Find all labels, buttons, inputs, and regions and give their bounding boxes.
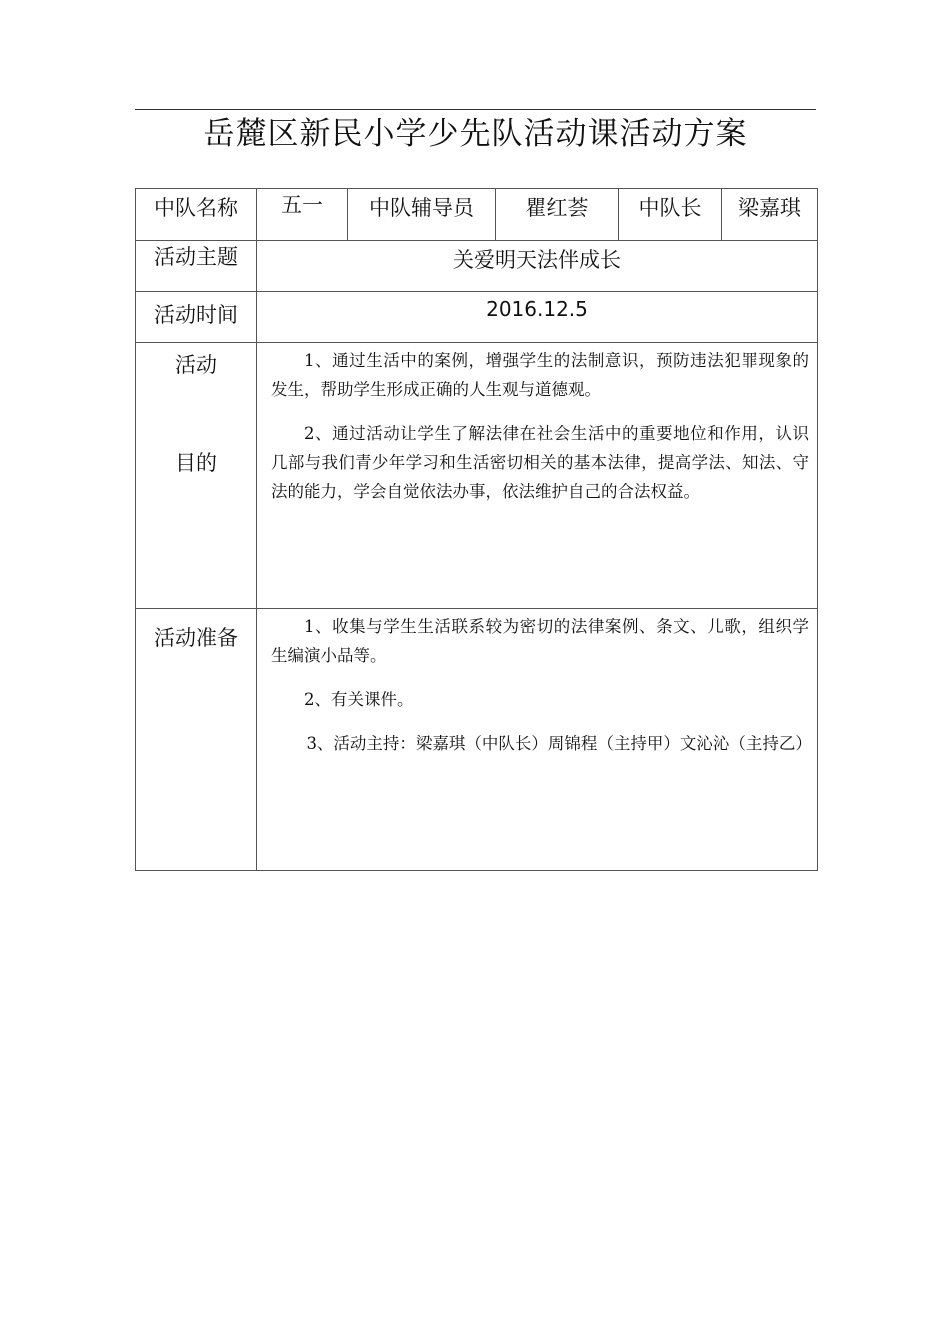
- label-time: 活动时间: [136, 292, 257, 343]
- document-title: 岳麓区新民小学少先队活动课活动方案: [203, 116, 748, 152]
- label-purpose-line2: 目的: [175, 451, 217, 475]
- label-purpose: [136, 343, 257, 609]
- label-purpose-line1: 活动: [175, 353, 217, 377]
- label-squad-leader: 中队长: [619, 189, 722, 241]
- row-preparation: [136, 609, 818, 871]
- value-theme: 关爱明天法伴成长: [257, 241, 818, 292]
- preparation-paragraph-2: 2、有关课件。: [304, 690, 414, 709]
- value-squad-leader: 梁嘉琪: [722, 189, 818, 241]
- preparation-paragraph-1: 1、收集与学生生活联系较为密切的法律案例、条文、儿歌，组织学生编演小品等。: [271, 617, 809, 665]
- label-squad-name: 中队名称: [136, 189, 257, 241]
- label-counselor: 中队辅导员: [348, 189, 496, 241]
- top-rule: [135, 109, 816, 110]
- value-preparation: [257, 609, 818, 871]
- purpose-paragraph-2: 2、通过活动让学生了解法律在社会生活中的重要地位和作用，认识几部与我们青少年学习和生活密切相关的基本法律，提高学法、知法、守法的能力，学会自觉依法办事，依法维护自己的合法权益。: [271, 424, 809, 501]
- row-theme: [136, 241, 818, 292]
- label-preparation: 活动准备: [136, 609, 257, 871]
- row-purpose: [136, 343, 818, 609]
- purpose-paragraph-1: 1、通过生活中的案例，增强学生的法制意识，预防违法犯罪现象的发生，帮助学生形成正确的人生观与道德观。: [271, 351, 809, 399]
- row-time: [136, 292, 818, 343]
- row-squad-info: [136, 189, 818, 241]
- value-counselor: 瞿红荟: [496, 189, 619, 241]
- preparation-paragraph-3: 3、活动主持：梁嘉琪（中队长）周锦程（主持甲）文沁沁（主持乙）: [306, 734, 812, 753]
- activity-plan-table: [135, 188, 818, 871]
- value-purpose: [257, 343, 818, 609]
- label-theme: 活动主题: [136, 241, 257, 292]
- value-time: 2016.12.5: [257, 292, 818, 343]
- value-squad-name: 五一: [257, 189, 348, 241]
